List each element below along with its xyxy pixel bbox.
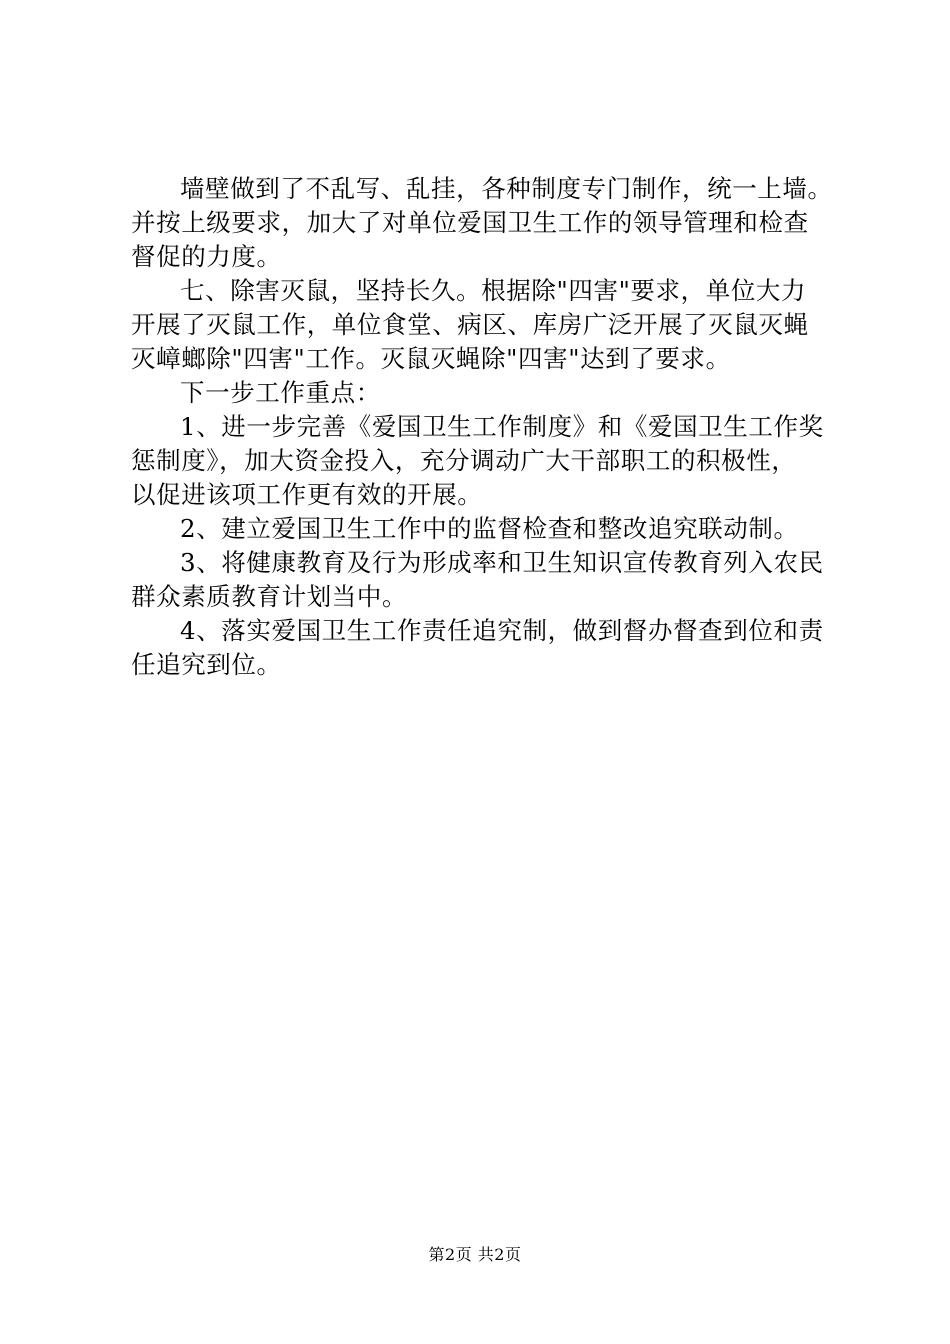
list-item: 3、将健康教育及行为形成率和卫生知识宣传教育列入农民	[180, 548, 824, 577]
text-line: 群众素质教育计划当中。	[131, 582, 408, 611]
list-item: 4、落实爱国卫生工作责任追究制，做到督办督查到位和责	[180, 616, 824, 645]
page-footer	[0, 1244, 950, 1266]
text-line: 墙壁做到了不乱写、乱挂，各种制度专门制作，统一上墙。	[180, 174, 833, 203]
body-text	[131, 172, 836, 682]
text-line: 灭嶂螂除"四害"工作。灭鼠灭蝇除"四害"达到了要求。	[131, 344, 731, 373]
list-item: 1、进一步完善《爱国卫生工作制度》和《爱国卫生工作奖	[180, 412, 824, 441]
list-item: 2、建立爱国卫生工作中的监督检查和整改追究联动制。	[180, 514, 799, 543]
text-line: 以促进该项工作更有效的开展。	[131, 480, 483, 509]
text-line: 并按上级要求，加大了对单位爱国卫生工作的领导管理和检查	[131, 208, 809, 237]
section-heading: 下一步工作重点：	[180, 378, 381, 407]
text-line: 督促的力度。	[131, 242, 282, 271]
text-line: 七、除害灭鼠，坚持长久。根据除"四害"要求，单位大力	[180, 276, 807, 305]
text-line: 任追究到位。	[131, 650, 282, 679]
text-line: 惩制度》，加大资金投入，充分调动广大干部职工的积极性，	[131, 446, 797, 475]
page-number: 第2页 共2页	[428, 1245, 522, 1264]
text-line: 开展了灭鼠工作，单位食堂、病区、库房广泛开展了灭鼠灭蝇	[131, 310, 809, 339]
